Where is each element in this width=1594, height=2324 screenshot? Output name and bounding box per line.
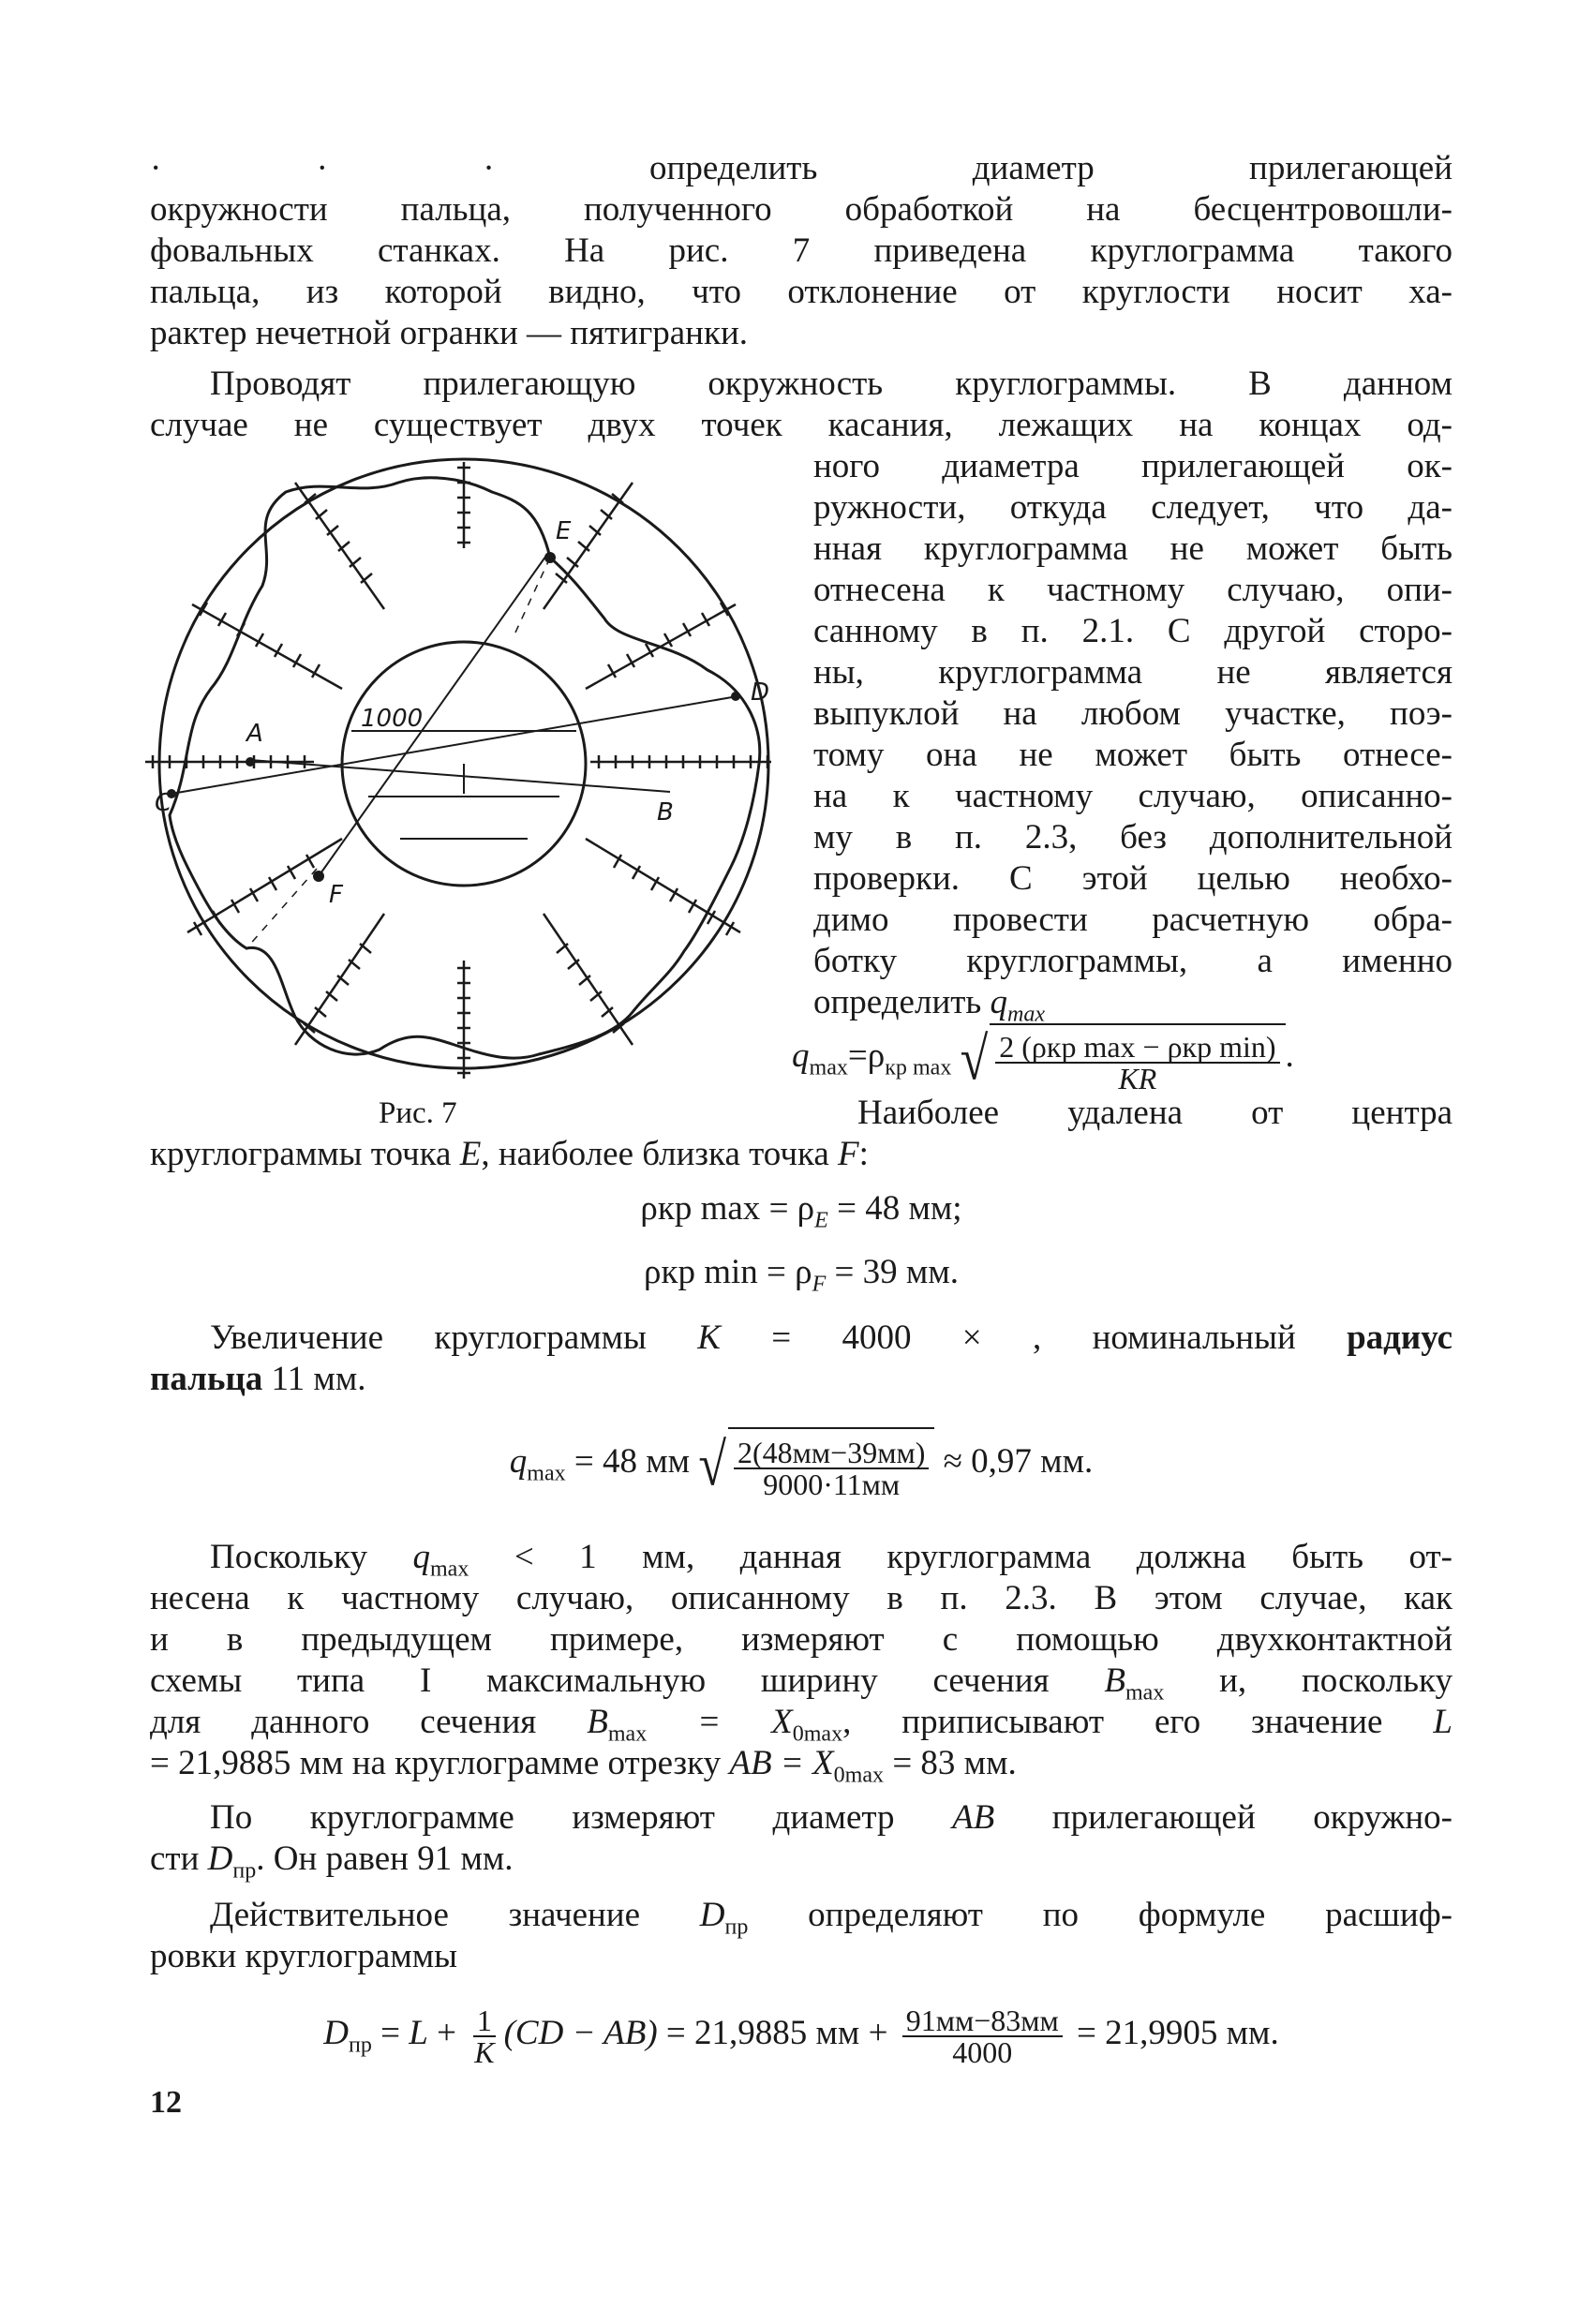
text-line [150, 1839, 1452, 1891]
point-label-a: A [246, 720, 263, 748]
fraction-denominator: 4000 [952, 2034, 1013, 2069]
diameter-line-ab [250, 760, 670, 792]
math-symbol: $q_{max}$ [990, 983, 1046, 1027]
text-fragment: прилегающей окружно- [994, 1798, 1452, 1837]
math-text: ≈ 0,97 мм. [934, 1442, 1094, 1481]
math-symbol: AB [729, 1744, 772, 1782]
point-label-e: E [556, 517, 572, 545]
math-symbol: q [412, 1538, 430, 1576]
math-text: = ρ [757, 1253, 812, 1291]
text-line: фовальных станках. На рис. 7 приведена круглограмма такого [150, 231, 1452, 270]
radical-sign: √ [698, 1430, 726, 1498]
text-line [150, 1743, 1452, 1795]
math-symbol: q [792, 1036, 810, 1075]
text-fragment: и, поскольку [1164, 1661, 1452, 1700]
math-text: = [371, 2014, 410, 2052]
math-symbol: D [207, 1840, 233, 1878]
text-fragment: радиус [1347, 1318, 1452, 1357]
text-fragment: , наиболее близка точка [481, 1135, 839, 1173]
math-text: = 48 мм [565, 1442, 691, 1481]
math-symbol: B [587, 1703, 608, 1741]
text-fragment: , приписывают его значение [842, 1703, 1434, 1741]
math-text: = ρ [760, 1189, 815, 1228]
math-text: + [427, 2014, 466, 2052]
math-text: = 39 мм. [826, 1253, 959, 1291]
fraction-denominator: KR [1118, 1061, 1157, 1095]
text-line: пальца, из которой видно, что отклонение от круглости носит ха- [150, 273, 1452, 311]
scale-label-1000: 1000 [361, 705, 424, 733]
fraction-numerator: 2 (ρкр max − ρкр min) [995, 1032, 1279, 1064]
math-text: ρкр min [644, 1253, 758, 1291]
math-subscript: пр [232, 1858, 257, 1884]
formula-d-actual [150, 1996, 1452, 2071]
text-line: Наиболее удалена от центра [857, 1094, 1452, 1132]
text-fragment: = 4000 × , номинальный [720, 1318, 1348, 1357]
text-line: нная круглограмма не может быть [813, 529, 1452, 568]
text-line: на к частному случаю, описанно- [813, 777, 1452, 815]
text-line: санному в п. 2.1. С другой сторо- [813, 612, 1452, 650]
radius-line [515, 558, 550, 633]
text-line: тому она не может быть отнесе- [813, 736, 1452, 774]
math-subscript: max [809, 1055, 848, 1080]
math-text: (CD − AB) [503, 2014, 658, 2052]
math-symbol: q [509, 1442, 528, 1481]
formula-qmax-numeric [150, 1426, 1452, 1502]
fraction-numerator: 2(48мм−39мм) [734, 1438, 929, 1469]
fraction [902, 2005, 1063, 2067]
text-fragment: По круглограмме измеряют диаметр [210, 1798, 953, 1837]
math-symbol: D [699, 1896, 725, 1934]
math-text: = 21,9905 мм. [1067, 2014, 1279, 2052]
text-line: му в п. 2.3, без дополнительной [813, 818, 1452, 857]
point-label-b: B [657, 798, 674, 827]
math-subscript: max [527, 1461, 566, 1486]
math-subscript: max [429, 1557, 469, 1582]
fraction [470, 2005, 498, 2067]
fraction-numerator: 1 [473, 2005, 496, 2037]
point-label-f: F [329, 881, 343, 909]
math-symbol: B [1104, 1661, 1125, 1700]
text-fragment: Поскольку [210, 1538, 413, 1576]
fraction [734, 1436, 929, 1502]
math-text: = 48 мм; [827, 1189, 962, 1228]
math-symbol: K [697, 1318, 721, 1357]
math-symbol: F [838, 1135, 859, 1173]
text-fragment: . Он равен 91 мм. [256, 1840, 514, 1878]
formula-rho-max [150, 1188, 1452, 1241]
text-line [150, 1134, 1452, 1175]
text-line: димо провести расчетную обра- [813, 901, 1452, 939]
math-subscript: пр [724, 1914, 749, 1940]
text-fragment: круглограммы точка [150, 1135, 460, 1173]
text-line: ровки круглограммы [150, 1937, 458, 1975]
text-fragment: : [858, 1135, 869, 1173]
point-label-d: D [751, 678, 770, 707]
square-root [698, 1427, 934, 1502]
math-symbol: = X [647, 1703, 793, 1741]
text-line: окружности пальца, полученного обработкой на бесцентровошли- [150, 190, 1452, 229]
radial-scales [145, 462, 771, 1079]
math-subscript: 0max [792, 1721, 843, 1747]
fraction-denominator: K [474, 2034, 495, 2069]
math-text: . [1285, 1036, 1294, 1075]
text-line: ны, круглограмма не является [813, 653, 1452, 692]
math-subscript: max [607, 1721, 648, 1747]
text-line: выпуклой на любом участке, поэ- [813, 694, 1452, 733]
math-text: =ρ [847, 1036, 886, 1075]
text-fragment: для данного сечения [150, 1703, 588, 1741]
formula-rho-min [150, 1252, 1452, 1304]
math-symbol: E [459, 1135, 482, 1173]
radius-line [246, 869, 317, 948]
roundness-chart-figure [145, 445, 782, 1101]
text-fragment: пальца [150, 1360, 263, 1398]
text-line: несена к частному случаю, описанному в п. 2.3. В этом случае, как [150, 1579, 1452, 1617]
point-a-marker [246, 757, 255, 767]
math-subscript: E [814, 1208, 828, 1233]
text-line: Проводят прилегающую окружность круглограммы. В данном [210, 365, 1452, 403]
math-subscript: 0max [833, 1763, 885, 1788]
text-line [150, 1797, 1452, 1839]
fraction-numerator: 91мм−83мм [902, 2005, 1063, 2037]
text-line: случае не существует двух точек касания, лежащих на концах од- [150, 406, 1452, 444]
text-line: отнесена к частному случаю, опи- [813, 571, 1452, 609]
formula-qmax [792, 1023, 1452, 1095]
math-subscript: пр [349, 2033, 372, 2058]
text-line: ружности, откуда следует, что да- [813, 488, 1452, 527]
text-line: ботку круглограммы, а именно [813, 942, 1452, 980]
text-fragment: сти [150, 1840, 208, 1878]
text-fragment: схемы типа I максимальную ширину сечения [150, 1661, 1105, 1700]
text-line [150, 1318, 1452, 1359]
point-label-c: C [155, 789, 172, 817]
text-line: · · · определить диаметр прилегающей [150, 149, 1452, 187]
text-fragment: определяют по формуле расшиф- [748, 1896, 1452, 1934]
math-subscript: кр max [885, 1055, 952, 1080]
text-fragment: < 1 мм, данная круглограмма должна быть от- [469, 1538, 1452, 1576]
text-fragment: 11 мм. [262, 1360, 366, 1398]
math-symbol: = X [771, 1744, 834, 1782]
math-symbol: L [1433, 1703, 1452, 1741]
point-f-marker [313, 871, 324, 882]
text-line: проверки. С этой целью необхо- [813, 859, 1452, 898]
math-symbol: AB [952, 1798, 995, 1837]
point-e-marker [544, 552, 556, 563]
fraction [995, 1029, 1279, 1095]
text-fragment: = 21,9885 мм на круглограмме отрезку [150, 1744, 730, 1782]
math-symbol: D [323, 2014, 350, 2052]
fraction-denominator: 9000·11мм [763, 1467, 901, 1502]
square-root [961, 1023, 1286, 1094]
text-fragment: Увеличение круглограммы [210, 1318, 698, 1357]
figure-caption: Рис. 7 [379, 1096, 457, 1130]
math-subscript: max [1125, 1680, 1165, 1706]
text-line: рактер нечетной огранки — пятигранки. [150, 314, 748, 352]
radical-sign: √ [960, 1024, 989, 1093]
text-fragment: Действительное значение [210, 1896, 700, 1934]
text-line [150, 1359, 1452, 1400]
text-fragment: = 83 мм. [884, 1744, 1017, 1782]
text-line: ного диаметра прилегающей ок- [813, 447, 1452, 485]
math-text: ρкр max [640, 1189, 761, 1228]
math-subscript: F [812, 1272, 827, 1297]
math-text: = 21,9885 мм + [657, 2014, 897, 2052]
text-fragment: определить [813, 983, 982, 1021]
text-line: и в предыдущем примере, измеряют с помощью двухконтактной [150, 1620, 1452, 1659]
math-symbol: L [409, 2014, 428, 2052]
point-d-marker [731, 692, 740, 701]
page-number: 12 [150, 2085, 182, 2120]
